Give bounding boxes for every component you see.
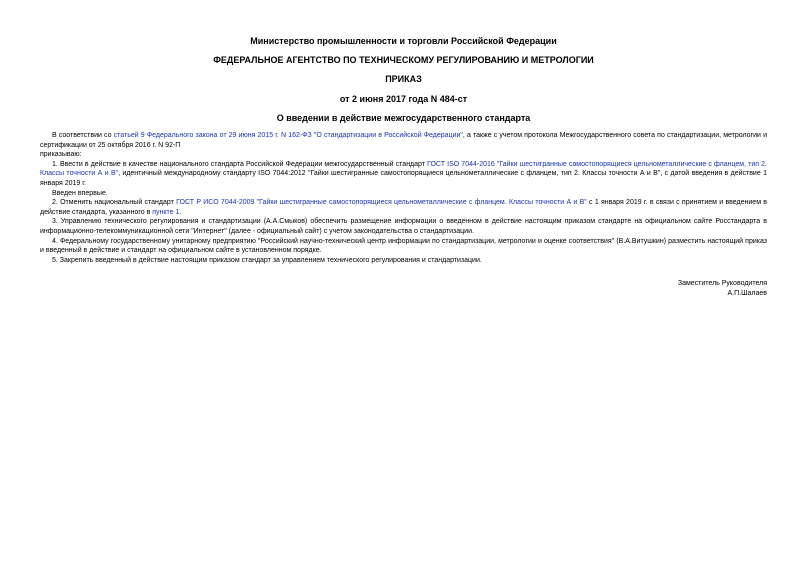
item-5-paragraph: 5. Закрепить введенный в действие настоящим приказом стандарт за управлением технического регулирования и стандартизации. <box>52 256 482 264</box>
document-title: О введении в действие межгосударственного стандарта <box>276 113 531 123</box>
item-4-paragraph: 4. Федеральному государственному унитарному предприятию "Российский научно-технический центр информации по стандартизации, метрологии и оценке соответствия" (В.А.Витушкин) разместить настоящий приказ и введенный в действие и стандарт на официальном сайте в установленном порядке. <box>40 237 767 255</box>
item-1-text-1: 1. Ввести в действие в качестве национального стандарта Российской Федерации межгосударственный стандарт <box>52 160 428 168</box>
item-2-text-1: 2. Отменить национальный стандарт <box>52 199 177 207</box>
document-body <box>40 131 767 265</box>
item-2-text-3: . <box>179 208 182 216</box>
agency-name: ФЕДЕРАЛЬНОЕ АГЕНТСТВО ПО ТЕХНИЧЕСКОМУ РЕГУЛИРОВАНИЮ И МЕТРОЛОГИИ <box>213 55 594 65</box>
intro-paragraph <box>40 131 767 150</box>
order-word: приказываю: <box>40 151 82 159</box>
signatory-position: Заместитель Руководителя <box>677 280 767 287</box>
item-3-paragraph: 3. Управлению технического регулирования и стандартизации (А.А.Смыков) обеспечить размещение информации о введенном в действие настоящим приказом стандарте на официальном сайте Росстандарта в информационно-телекоммуникационной сети "Интернет" (далее - официальный сайт) с учетом законодательства о стандартизации. <box>40 218 767 235</box>
intro-text-2: , а также с учетом протокола Межгосударственного совета по стандартизации, метрологии и сертификации от 25 октября 2016 г. N 92-П <box>40 132 767 149</box>
ministry-name: Министерство промышленности и торговли Российской Федерации <box>250 36 557 46</box>
item-2-text-2: с 1 января 2019 г. в связи с принятием и введением в действие стандарта, указанного в <box>40 199 767 216</box>
item-2-paragraph <box>40 198 767 217</box>
document-type: ПРИКАЗ <box>385 74 422 84</box>
document-date-number: от 2 июня 2017 года N 484-ст <box>339 94 468 104</box>
introduced-first-note: Введен впервые. <box>52 189 108 197</box>
gost-r-iso-7044-2009-link[interactable]: ГОСТ Р ИСО 7044-2009 "Гайки шестигранные самостопорящиеся цельнометаллические с фланцем. Классы точности А и В" <box>176 199 587 207</box>
item-1-reference-link[interactable]: пункте 1 <box>152 208 180 216</box>
item-1-text-2: , идентичный международному стандарту ISO 7044:2012 "Гайки шестигранные самостопорящиеся цельнометаллические с фланцем, тип 2. Классы точности А и В", с датой введения в действие 1 января 2019 г. <box>40 170 767 187</box>
intro-text-1: В соответствии со <box>52 132 114 139</box>
gost-iso-7044-2016-link[interactable]: ГОСТ ISO 7044-2016 "Гайки шестигранные самостопорящиеся цельнометаллические с фланцем, тип 2. Классы точности А и В" <box>40 160 768 178</box>
signatory-name: А.П.Шалаев <box>727 290 767 297</box>
item-1-paragraph <box>40 160 767 189</box>
law-article-link[interactable]: статьей 9 Федерального закона от 29 июня 2015 г. N 162-ФЗ "О стандартизации в Российской Федерации" <box>113 132 463 139</box>
signature-block <box>678 279 767 299</box>
